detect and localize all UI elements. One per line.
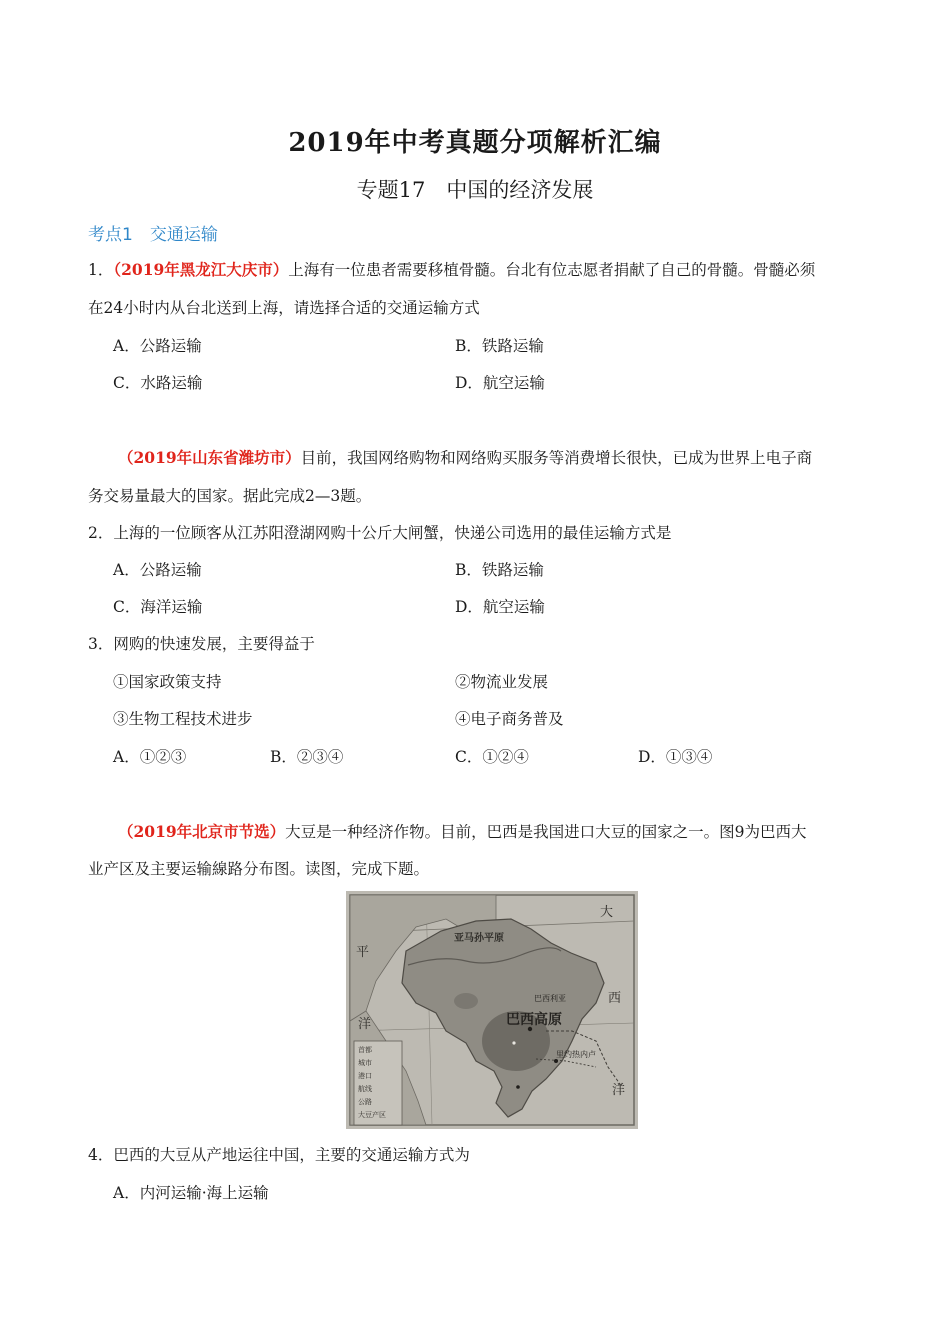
question-1-option-c: C．水路运输 bbox=[113, 374, 203, 392]
map-label-pacific-1: 平 bbox=[356, 945, 370, 960]
map-label-pacific-2: 洋 bbox=[358, 1017, 372, 1032]
question-3-option-d: D．①③④ bbox=[638, 748, 713, 766]
map-legend-city: 城市 bbox=[358, 1059, 372, 1067]
page-title: 2019年中考真题分项解析汇编 bbox=[288, 128, 662, 158]
question-1-line-2: 在24小时内从台北送到上海，请选择合适的交通运输方式 bbox=[88, 299, 480, 317]
question-2-text: 2．上海的一位顾客从江苏阳澄湖网购十公斤大闸蟹，快递公司选用的最佳运输方式是 bbox=[88, 524, 672, 542]
page-subtitle: 专题17 中国的经济发展 bbox=[356, 178, 594, 202]
question-3-item-1: ①国家政策支持 bbox=[113, 673, 222, 691]
question-1-option-d: D．航空运输 bbox=[455, 374, 545, 392]
group-2-intro-line-2: 务交易量最大的国家。据此完成2—3题。 bbox=[88, 487, 372, 505]
question-2-option-b: B．铁路运输 bbox=[455, 561, 544, 579]
group-2-text: 目前，我国网络购物和网络购买服务等消费增长很快，已成为世界上电子商 bbox=[300, 449, 813, 467]
question-3-option-c: C．①②④ bbox=[455, 748, 529, 766]
question-3-text: 3．网购的快速发展，主要得益于 bbox=[88, 635, 315, 653]
group-4-text: 大豆是一种经济作物。目前，巴西是我国进口大豆的国家之一。图9为巴西大 bbox=[285, 823, 807, 841]
brazil-map-svg bbox=[346, 891, 638, 1129]
question-1-source: （2019年黑龙江大庆市） bbox=[113, 260, 289, 279]
map-label-atlantic-3: 洋 bbox=[612, 1083, 626, 1098]
map-label-rio: 里约热内卢 bbox=[556, 1050, 596, 1059]
question-1-line-1 bbox=[88, 258, 815, 280]
map-legend-capital: 首都 bbox=[358, 1046, 372, 1054]
map-legend-soybean-area: 大豆产区 bbox=[358, 1111, 386, 1119]
map-legend-highway: 公路 bbox=[358, 1098, 372, 1106]
section-heading: 考点1 交通运输 bbox=[88, 225, 218, 245]
question-3-option-a: A．①②③ bbox=[113, 748, 187, 766]
question-1-option-a: A．公路运输 bbox=[113, 337, 202, 355]
group-4-intro-line-1 bbox=[118, 820, 807, 842]
group-4-source: （2019年北京市节选） bbox=[118, 822, 286, 841]
question-1-number: 1． bbox=[88, 261, 114, 279]
question-2-option-c: C．海洋运输 bbox=[113, 598, 203, 616]
question-4-text: 4．巴西的大豆从产地运往中国，主要的交通运输方式为 bbox=[88, 1146, 470, 1164]
group-4-intro-line-2: 业产区及主要运输線路分布图。读图，完成下题。 bbox=[88, 860, 430, 878]
map-label-brasilia: 巴西利亚 bbox=[534, 994, 566, 1003]
question-3-item-4: ④电子商务普及 bbox=[455, 710, 564, 728]
question-3-item-3: ③生物工程技术进步 bbox=[113, 710, 253, 728]
map-label-highland: 巴西高原 bbox=[506, 1012, 562, 1028]
question-3-item-2: ②物流业发展 bbox=[455, 673, 549, 691]
group-2-intro-line-1 bbox=[118, 446, 812, 468]
question-1-option-b: B．铁路运输 bbox=[455, 337, 544, 355]
question-4-option-a: A．内河运输·海上运输 bbox=[113, 1184, 269, 1202]
map-label-amazon: 亚马孙平原 bbox=[454, 933, 504, 944]
group-2-source: （2019年山东省潍坊市） bbox=[118, 448, 301, 467]
question-1-text: 上海有一位患者需要移植骨髓。台北有位志愿者捐献了自己的骨髓。骨髓必须 bbox=[288, 261, 816, 279]
map-legend-port: 港口 bbox=[358, 1072, 372, 1080]
question-2-option-a: A．公路运输 bbox=[113, 561, 202, 579]
brazil-map-figure bbox=[346, 891, 638, 1129]
map-legend-shipping-route: 航线 bbox=[358, 1085, 372, 1093]
question-2-option-d: D．航空运输 bbox=[455, 598, 545, 616]
map-label-atlantic-2: 西 bbox=[608, 991, 622, 1006]
map-label-atlantic-1: 大 bbox=[600, 905, 614, 920]
question-3-option-b: B．②③④ bbox=[270, 748, 344, 766]
map-legend bbox=[358, 1044, 386, 1122]
